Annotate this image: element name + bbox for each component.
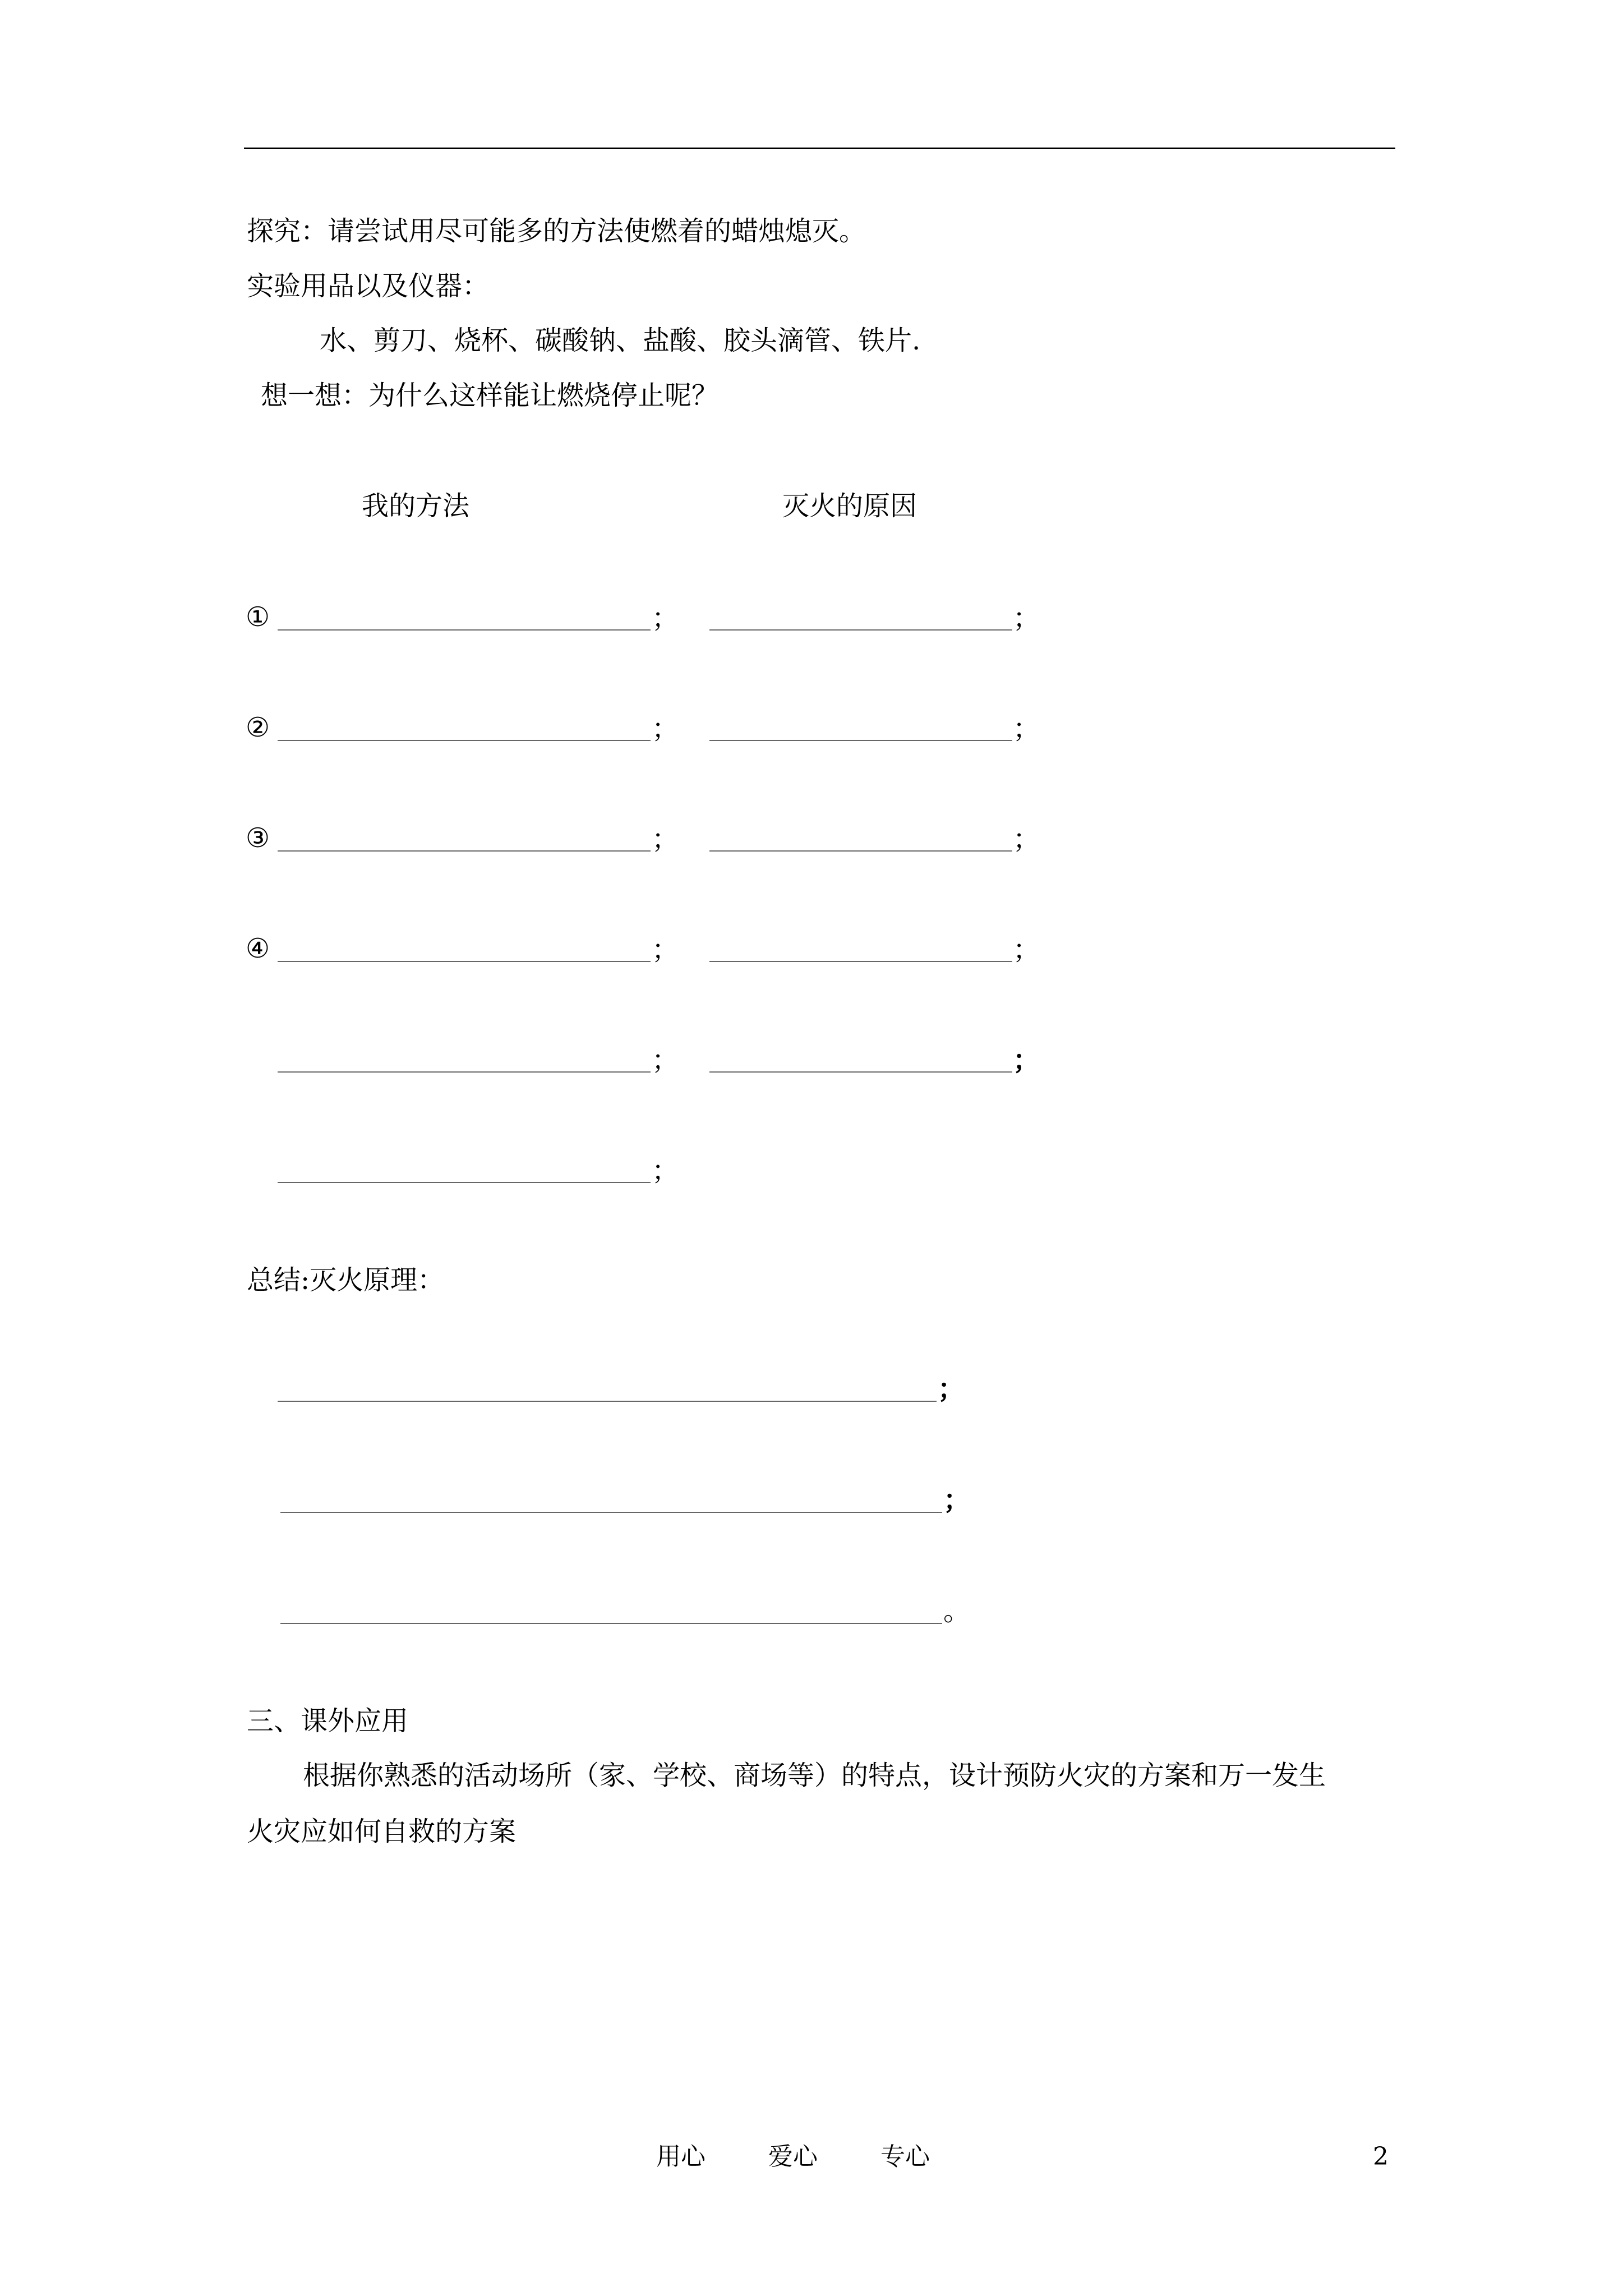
answer-blank-method[interactable] [278, 961, 651, 962]
summary-blank[interactable] [280, 1623, 942, 1624]
footer-motto: 爱心 [768, 2142, 818, 2171]
summary-blank[interactable] [278, 1401, 937, 1402]
section-title: 三、课外应用 [247, 1705, 409, 1737]
answer-blank-method[interactable] [278, 740, 651, 741]
separator: ； [1013, 934, 1040, 965]
footer-motto: 用心 [656, 2142, 706, 2171]
answer-blank-method[interactable] [278, 1071, 651, 1073]
paragraph-line: 火灾应如何自救的方案 [247, 1816, 517, 1847]
column-header-reason: 灭火的原因 [782, 490, 917, 522]
period: 。 [943, 1595, 971, 1627]
row-number: ② [246, 712, 270, 743]
separator: ； [652, 602, 679, 634]
page-number: 2 [1373, 2142, 1389, 2171]
answer-blank-reason[interactable] [709, 961, 1012, 962]
summary-title: 总结:灭火原理： [247, 1264, 445, 1296]
separator: ； [943, 1484, 971, 1516]
column-header-method: 我的方法 [362, 490, 470, 522]
answer-blank-method[interactable] [278, 850, 651, 852]
separator: ； [652, 823, 679, 855]
header-rule [244, 148, 1395, 149]
answer-blank-reason[interactable] [709, 740, 1012, 741]
row-number: ④ [246, 933, 270, 964]
answer-blank-method[interactable] [278, 1182, 651, 1183]
separator: ； [938, 1373, 965, 1405]
answer-blank-reason[interactable] [709, 629, 1012, 631]
summary-blank[interactable] [280, 1512, 942, 1513]
answer-blank-reason[interactable] [709, 850, 1012, 852]
answer-blank-method[interactable] [278, 629, 651, 631]
row-number: ① [246, 601, 270, 633]
separator: ； [652, 713, 679, 744]
paragraph-line: 根据你熟悉的活动场所（家、学校、商场等）的特点，设计预防火灾的方案和万一发生 [303, 1760, 1326, 1791]
explore-text: 探究：请尝试用尽可能多的方法使燃着的蜡烛熄灭。 [247, 215, 866, 247]
think-question: 想一想：为什么这样能让燃烧停止呢？ [261, 380, 719, 411]
separator: ； [1013, 823, 1040, 855]
materials-list: 水、剪刀、烧杯、碳酸钠、盐酸、胶头滴管、铁片. [320, 325, 921, 356]
answer-blank-reason[interactable] [709, 1071, 1012, 1073]
separator: ； [652, 1045, 679, 1076]
row-number: ③ [246, 822, 270, 854]
separator: ； [1013, 1045, 1040, 1076]
separator: ； [652, 934, 679, 965]
separator: ； [1013, 602, 1040, 634]
materials-title: 实验用品以及仪器： [247, 270, 490, 302]
separator: ； [652, 1155, 679, 1186]
footer-motto: 专心 [880, 2142, 930, 2171]
separator: ； [1013, 713, 1040, 744]
